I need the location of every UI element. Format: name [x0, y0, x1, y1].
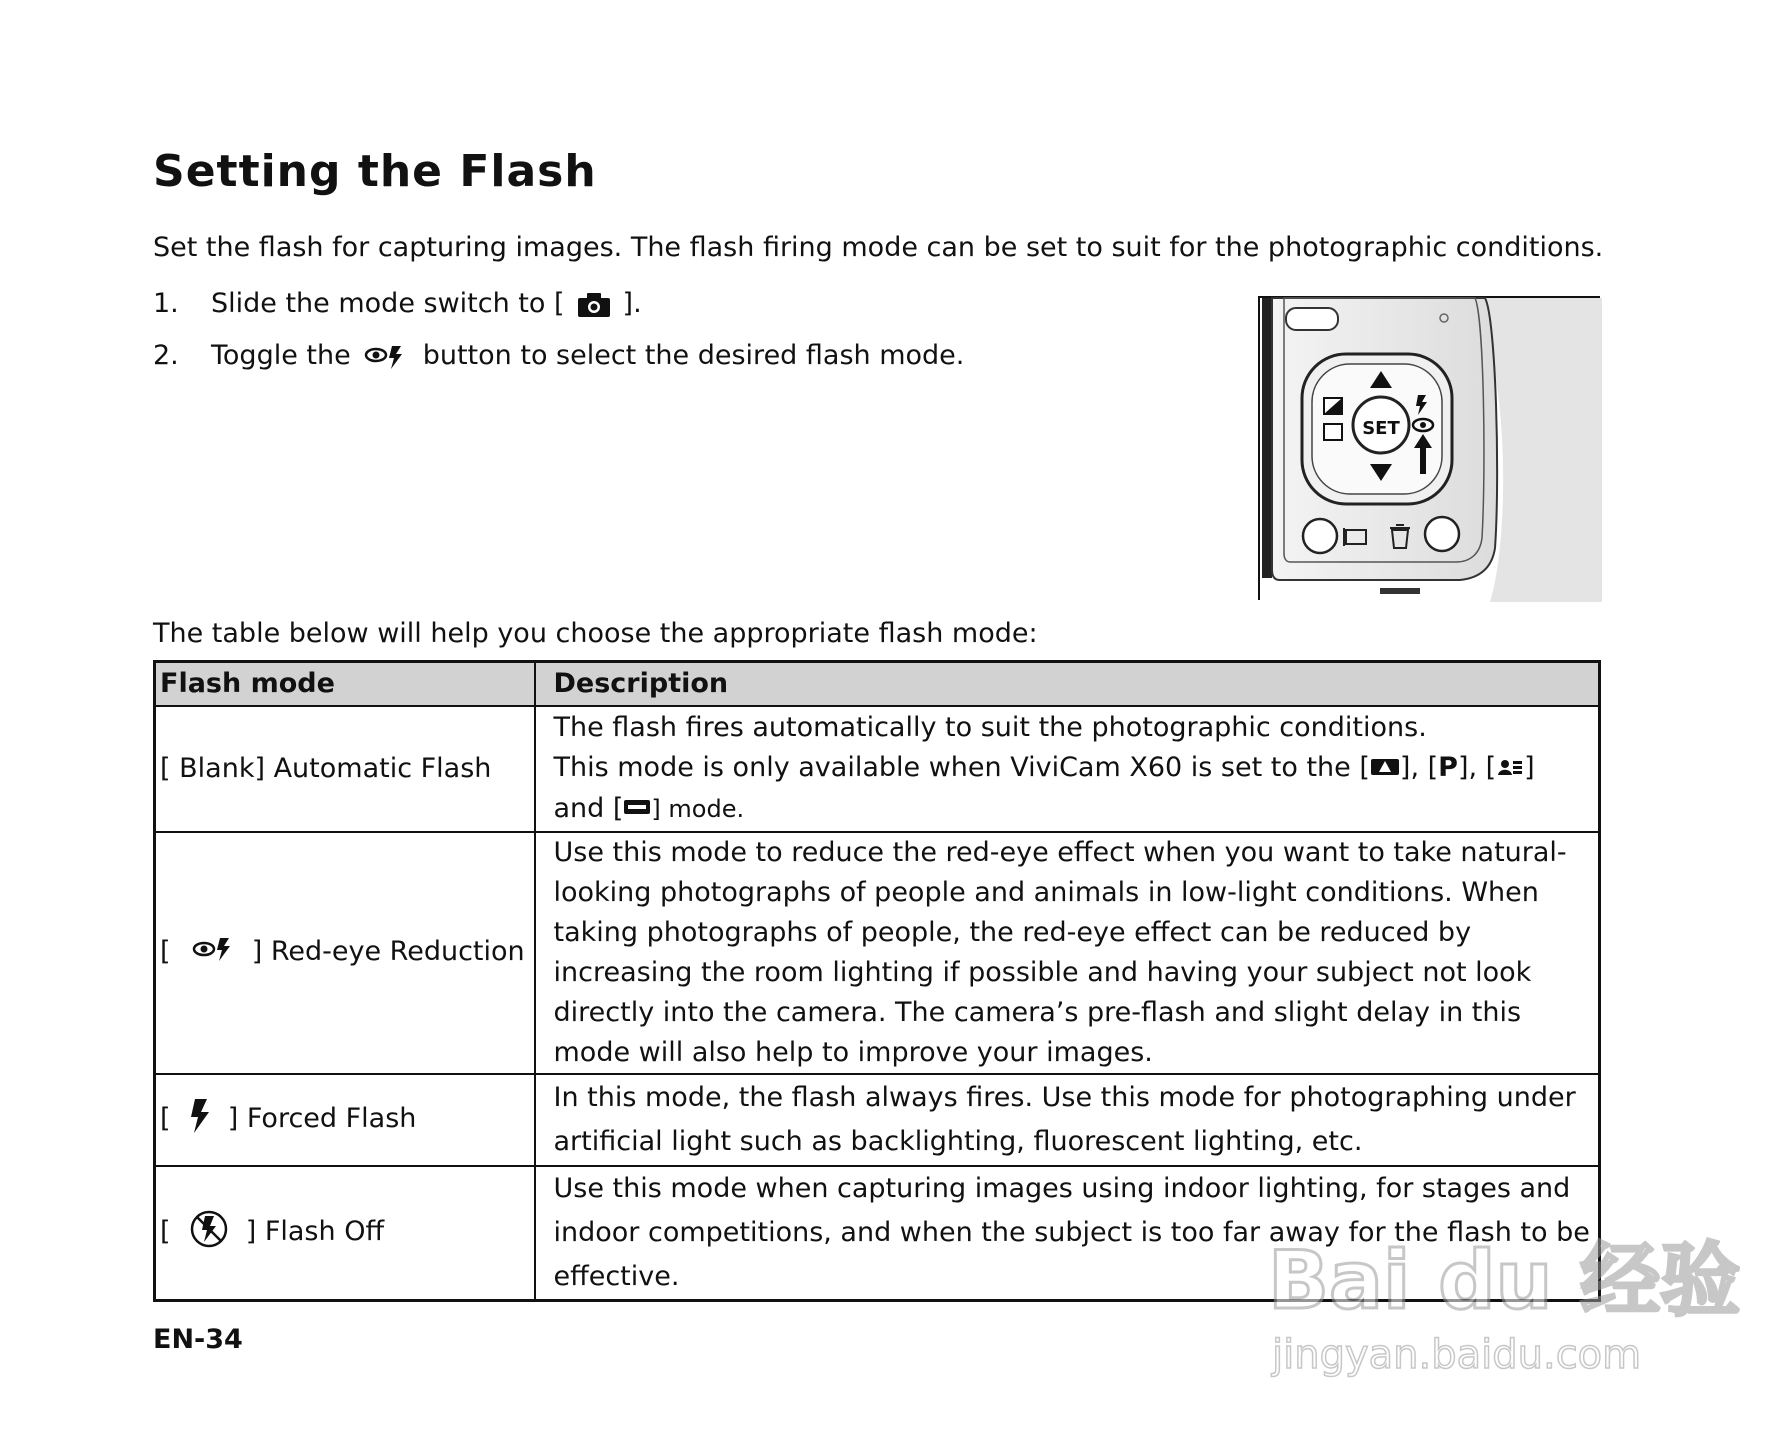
- flash-off-icon: [189, 1209, 229, 1256]
- table-row: [155, 1074, 1600, 1166]
- description-cell: [535, 706, 1600, 832]
- panorama-mode-icon: [623, 789, 651, 829]
- mode-label: ] Red-eye Reduction: [251, 936, 525, 967]
- step-text-after: button to select the desired flash mode.: [422, 340, 965, 371]
- desc-line: looking photographs of people and animals in low-light conditions. When: [553, 876, 1539, 908]
- mode-label: ] Forced Flash: [227, 1103, 417, 1134]
- camera-back-illustration: [1258, 296, 1600, 600]
- intro-paragraph: Set the flash for capturing images. The flash firing mode can be set to suit for the photographic conditions.: [153, 232, 1604, 263]
- step-text-before: Slide the mode switch to [: [211, 288, 565, 319]
- desc-line: [554, 789, 1595, 830]
- bracket-open: [: [160, 1103, 171, 1134]
- header-flash-mode: Flash mode: [155, 662, 535, 706]
- table-row: [155, 706, 1600, 832]
- baidu-watermark: [1268, 1228, 1741, 1378]
- desc-line: artificial light such as backlighting, fluorescent lighting, etc.: [553, 1125, 1363, 1157]
- step-number: 1.: [153, 288, 179, 319]
- bracket-open: [: [160, 936, 171, 967]
- portrait-mode-icon: [1496, 749, 1524, 789]
- desc-line: increasing the room lighting if possible and having your subject not look: [553, 956, 1532, 988]
- desc-line: Use this mode to reduce the red-eye effect when you want to take natural-: [553, 836, 1567, 868]
- desc-line: Use this mode when capturing images using indoor lighting, for stages and: [553, 1172, 1571, 1204]
- page-number: EN-34: [153, 1324, 243, 1355]
- mode-cell: [155, 832, 535, 1074]
- watermark-brand: Bai du 经验: [1268, 1234, 1741, 1327]
- mode-cell: [155, 1074, 535, 1166]
- auto-mode-icon: [1370, 749, 1400, 789]
- camera-icon: [577, 288, 611, 319]
- description-cell: [535, 832, 1600, 1074]
- desc-line: The flash fires automatically to suit the photographic conditions.: [553, 712, 1427, 743]
- desc-text: ]: [1524, 752, 1535, 783]
- desc-line: effective.: [553, 1260, 680, 1292]
- flash-icon: [189, 1098, 211, 1141]
- bracket-open: [: [160, 753, 171, 784]
- header-description: Description: [535, 662, 1600, 706]
- red-eye-flash-icon: [193, 936, 233, 969]
- desc-line: indoor competitions, and when the subject is too far away for the flash to be: [553, 1216, 1590, 1248]
- step-number: 2.: [153, 340, 179, 371]
- mode-cell: [155, 706, 535, 832]
- page-title: Setting the Flash: [153, 146, 597, 197]
- desc-text: ], [: [1399, 752, 1439, 783]
- desc-text: This mode is only available when ViviCam X60 is set to the [: [553, 752, 1370, 783]
- flash-mode-table: [153, 660, 1601, 1302]
- step-text-before: Toggle the: [211, 340, 351, 371]
- desc-line: In this mode, the flash always fires. Use this mode for photographing under: [553, 1081, 1576, 1113]
- desc-text: ], [: [1457, 752, 1497, 783]
- program-mode-label: P: [1438, 752, 1458, 783]
- table-intro: The table below will help you choose the appropriate flash mode:: [153, 618, 1038, 649]
- mode-label: Blank] Automatic Flash: [179, 753, 492, 784]
- mode-label: ] Flash Off: [245, 1216, 385, 1247]
- desc-line: taking photographs of people, the red-eye effect can be reduced by: [553, 916, 1472, 948]
- description-cell: [535, 1074, 1600, 1166]
- bracket-open: [: [160, 1216, 171, 1247]
- table-header-row: [155, 662, 1600, 706]
- watermark-url: jingyan.baidu.com: [1272, 1332, 1642, 1378]
- step-2: [153, 340, 964, 371]
- desc-text: ] mode.: [651, 794, 745, 823]
- red-eye-flash-icon: [365, 340, 405, 371]
- desc-text: and [: [553, 792, 624, 824]
- desc-line: [554, 748, 1595, 789]
- step-text-after: ].: [622, 288, 642, 319]
- table-row: [155, 832, 1600, 1074]
- desc-line: directly into the camera. The camera’s pre-flash and slight delay in this: [553, 996, 1522, 1028]
- step-1: [153, 288, 642, 319]
- mode-cell: [155, 1166, 535, 1301]
- desc-line: mode will also help to improve your images.: [553, 1036, 1153, 1068]
- set-button-label: SET: [1362, 418, 1400, 439]
